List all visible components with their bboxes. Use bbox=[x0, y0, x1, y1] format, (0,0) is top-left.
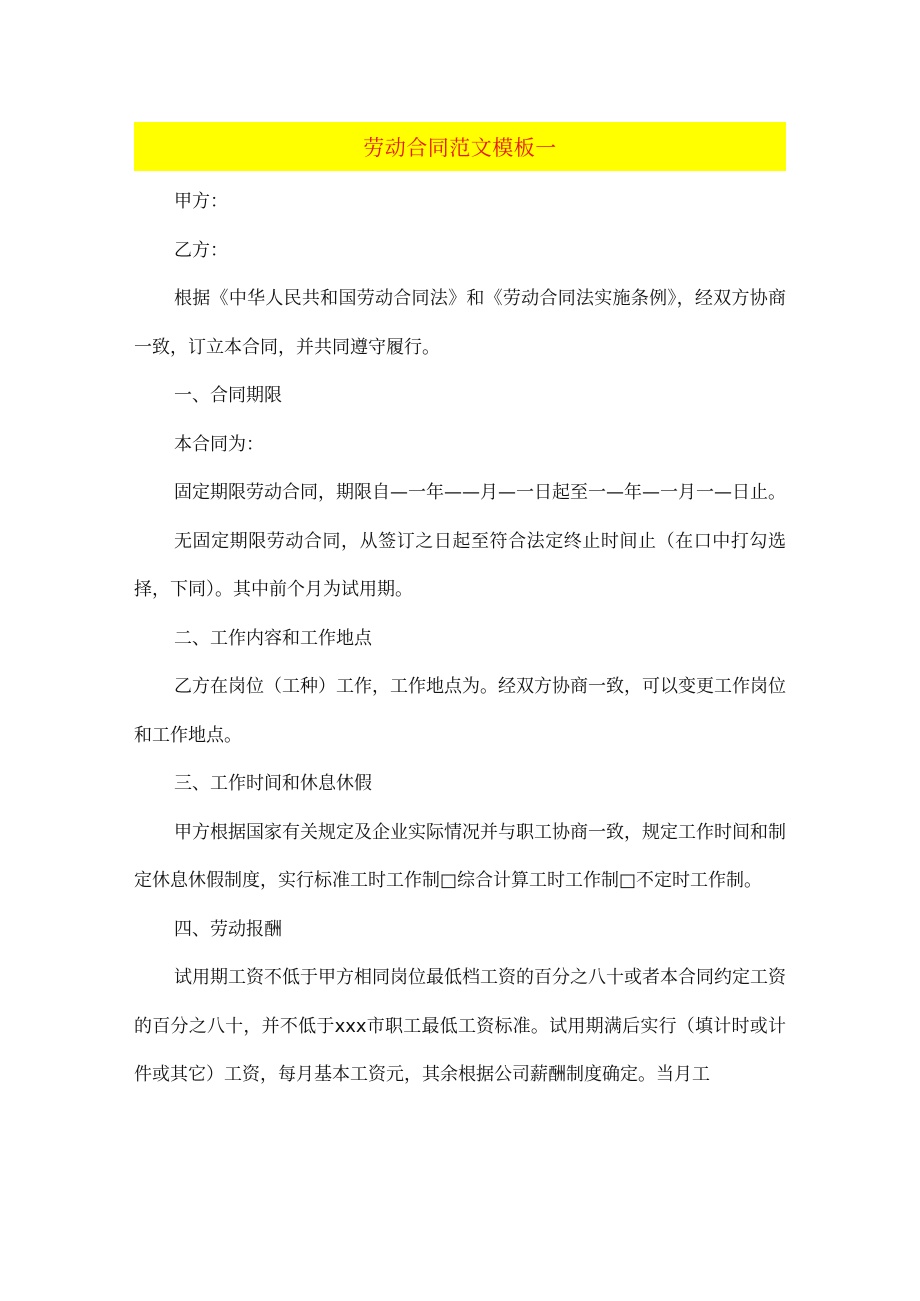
section-heading-work: 二、工作内容和工作地点 bbox=[174, 627, 372, 649]
work-location-paragraph: 乙方在岗位（工种）工作，工作地点为。经双方协商一致，可以变更工作岗位和工作地点。 bbox=[134, 676, 786, 746]
party-b-line: 乙方： bbox=[174, 239, 228, 261]
party-a-line: 甲方： bbox=[174, 191, 228, 212]
fixed-term-paragraph: 固定期限劳动合同，期限自—一年——月—一日起至一—年—一月一—日止。 bbox=[174, 482, 786, 503]
preamble-paragraph: 根据《中华人民共和国劳动合同法》和《劳动合同法实施条例》，经双方协商一致，订立本合同，并共同遵守履行。 bbox=[134, 288, 786, 358]
section-heading-term: 一、合同期限 bbox=[174, 385, 282, 406]
contract-type-line: 本合同为： bbox=[174, 433, 264, 455]
work-hours-paragraph: 甲方根据国家有关规定及企业实际情况并与职工协商一致，规定工作时间和制定休息休假制度，实行标准工时工作制□综合计算工时工作制□不定时工作制。 bbox=[134, 821, 786, 891]
document-title: 劳动合同范文模板一 bbox=[363, 135, 557, 160]
section-heading-pay: 四、劳动报酬 bbox=[174, 918, 282, 940]
section-heading-hours: 三、工作时间和休息休假 bbox=[174, 773, 372, 794]
open-term-paragraph: 无固定期限劳动合同，从签订之日起至符合法定终止时间止（在口中打勾选择，下同）。其中前个月为试用期。 bbox=[134, 530, 786, 600]
title-banner bbox=[134, 122, 786, 171]
document-body bbox=[134, 178, 786, 1100]
pay-paragraph: 试用期工资不低于甲方相同岗位最低档工资的百分之八十或者本合同约定工资的百分之八十，并不低于xxx市职工最低工资标准。试用期满后实行（填计时或计件或其它）工资，每月基本工资元，其余根据公司薪酬制度确定。当月工 bbox=[134, 967, 786, 1085]
